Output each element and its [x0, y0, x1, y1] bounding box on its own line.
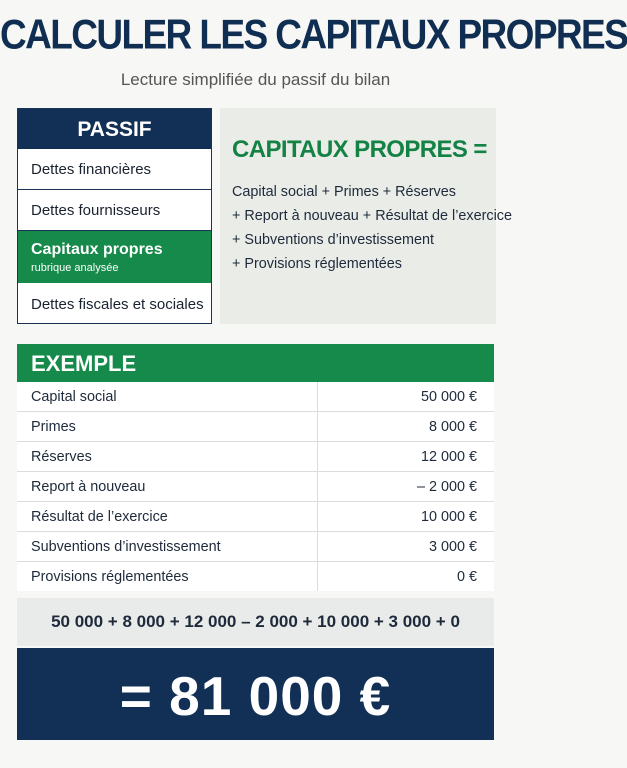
page-title: CALCULER LES CAPITAUX PROPRES: [0, 11, 627, 58]
table-row: [17, 472, 494, 502]
row-value: – 2 000 €: [318, 472, 495, 502]
result-total: = 81 000 €: [17, 648, 494, 740]
table-row: [17, 502, 494, 532]
table-row: [17, 532, 494, 562]
example-heading: EXEMPLE: [17, 344, 494, 382]
passif-box: [17, 108, 212, 324]
formula-line: + Provisions réglementées: [232, 256, 402, 272]
passif-item-label: Capitaux propres: [31, 240, 163, 258]
row-label: Subventions d’investissement: [17, 532, 318, 562]
row-label: Report à nouveau: [17, 472, 318, 502]
row-label: Capital social: [17, 382, 318, 412]
calculation-line: 50 000 + 8 000 + 12 000 – 2 000 + 10 000 + 3 000 + 0: [17, 598, 494, 646]
formula-panel: [220, 108, 512, 324]
passif-heading: PASSIF: [18, 109, 211, 149]
row-value: 3 000 €: [318, 532, 495, 562]
row-label: Résultat de l’exercice: [17, 502, 318, 532]
row-label: Primes: [17, 412, 318, 442]
passif-item-note: rubrique analysée: [31, 261, 119, 274]
formula-title: CAPITAUX PROPRES =: [232, 136, 487, 163]
row-value: 8 000 €: [318, 412, 495, 442]
row-value: 12 000 €: [318, 442, 495, 472]
passif-item: Dettes fournisseurs: [18, 190, 211, 231]
row-value: 0 €: [456, 568, 477, 585]
formula-line: + Report à nouveau + Résultat de l’exercice: [232, 208, 512, 224]
passif-item-highlighted: [18, 231, 211, 283]
formula-line: + Subventions d’investissement: [232, 232, 434, 248]
passif-item: Dettes fiscales et sociales: [31, 295, 204, 313]
row-label: Provisions réglementées: [17, 562, 318, 592]
table-row: [17, 442, 494, 472]
table-row: [17, 382, 494, 412]
passif-item: Dettes financières: [18, 149, 211, 190]
page-subtitle: Lecture simplifiée du passif du bilan: [120, 70, 391, 89]
table-row: [17, 412, 494, 442]
table-row: [17, 562, 494, 592]
example-table: [17, 382, 494, 591]
row-label: Réserves: [17, 442, 318, 472]
row-value: 10 000 €: [318, 502, 495, 532]
row-value: 50 000 €: [318, 382, 495, 412]
formula-line: Capital social + Primes + Réserves: [232, 184, 456, 200]
